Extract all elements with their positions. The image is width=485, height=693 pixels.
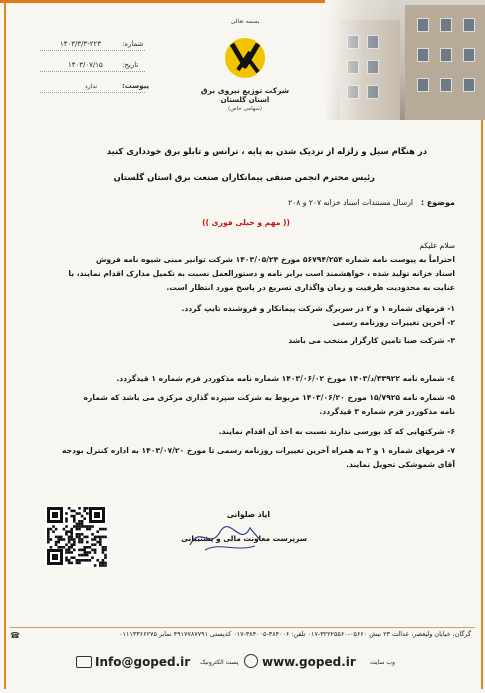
globe-icon	[244, 654, 258, 668]
email-icon	[76, 656, 92, 668]
number-label: شماره:	[122, 40, 144, 48]
list-item: ۱- فرمهای شماره ۱ و ۲ در سربرگ شرکت پیمانکار و فروشنده تایپ گردد.	[181, 303, 455, 313]
footer-website-label: وب سایت	[370, 659, 395, 666]
footer-website[interactable]: www.goped.ir	[262, 655, 356, 669]
number-underline	[40, 50, 145, 52]
addressee: رئیس محترم انجمن صنفی پیمانکاران صنعت برق استان گلستان	[113, 172, 375, 182]
list-item: ۳- شرکت صبا تامین کارگزار منتخب می باشد	[288, 336, 455, 346]
list-item: ۵- شماره نامه ۱۵/۷۹۲۵ مورخ ۱۴۰۳/۰۶/۲۰ مربوط به شرکت سپرده گذاری مرکزی می باشد که شماره	[83, 393, 455, 403]
org-type: (سهامی خاص)	[227, 106, 263, 112]
number-value: ۱۴۰۳/۳/۳-۲۲۳	[60, 40, 102, 48]
footer-divider	[10, 627, 475, 628]
attach-value: ندارد	[85, 83, 98, 90]
safety-warning: در هنگام سیل و زلزله از نزدیک شدن به پایه ، ترانس و تابلو برق خودداری کنید	[106, 146, 427, 156]
org-region: استان گلستان	[220, 96, 270, 104]
attach-label: پیوست:	[122, 82, 149, 90]
paragraph-line: احتراماً به پیوست نامه شماره ۵۶۷۹۴/۲۵۴ مورخ ۱۴۰۳/۰۵/۲۴ شرکت توانیر مبنی شیوه نامه فروش	[95, 255, 455, 264]
phone-icon: ☎	[10, 631, 20, 640]
qr-code	[45, 505, 107, 567]
subject-label: موضوع :	[420, 198, 455, 207]
signatory-name: ایاذ صلواتی	[226, 510, 270, 519]
subject-text: ارسال مستندات اسناد خزانه ۲۰۷ و ۲۰۸	[288, 198, 413, 207]
greeting: سلام علیکم	[419, 241, 455, 250]
date-value: ۱۴۰۳/۰۷/۱۵	[68, 61, 103, 69]
date-label: تاریخ:	[122, 61, 139, 69]
urgency-note: (( مهم و خیلی فوری ))	[202, 218, 290, 227]
list-item: ٤- شماره نامه ۳۳۹۲۲/د/۱۴۰۳ مورخ ۱۴۰۳/۰۶/۰۲ شماره نامه مذکوردر فرم شماره ۱ قیدگردد.	[116, 374, 455, 383]
building-photo	[325, 0, 485, 120]
footer-email-label: پست الکترونیک	[200, 659, 239, 666]
letter-body	[35, 253, 455, 348]
list-item: ۲- آخرین تغییرات روزنامه رسمی	[332, 317, 455, 327]
footer-address: گرگان، خیابان ولیعصر، عدالت ۲۳ نبش ۰۵۶۶۰-۳۲۲۲۵۵۶۰-۰۱۷ تلفن: ۳۸۴۰۰۶-۳۸۴۰۰۵-۰۱۷ کدپستی ۴۹۱۷۷۸۷۷۹۱ نمابر ۰۱۱۱۳۳۶۶۲۷۵	[119, 630, 471, 638]
org-name: شرکت توزیع نیروی برق	[200, 86, 290, 95]
list-item: ۷- فرمهای شماره ۱ و ۲ به همراه آخرین تغییرات روزنامه رسمی تا مورخ ۱۴۰۳/۰۷/۲۰ به اداره کنترل بودجه	[62, 445, 455, 455]
list-item: آقای شموشکی تحویل نمایند.	[346, 460, 455, 470]
letter-body-2	[35, 372, 455, 472]
paragraph-line: اسناد خزانه تولید شده ، خواهشمند است برابر نامه و دستورالعمل نسبت به تکمیل مدارک اقدام نمایند، با	[68, 269, 455, 279]
footer-email[interactable]: Info@goped.ir	[95, 655, 191, 669]
list-item: نامه مذکوردر فرم شماره ۳ قیدگردد.	[319, 407, 455, 417]
paragraph-line: عنایت به محدودیت ظرفیت و زمان واگذاری تسریع در پاسخ مورد انتظار است.	[166, 283, 455, 293]
company-logo	[210, 30, 280, 90]
bismillah-label: بسمه تعالی	[230, 18, 260, 25]
attach-underline	[40, 92, 145, 94]
signatory-title: سرپرست معاونت مالی و پشتیبانی	[181, 534, 307, 543]
date-underline	[40, 71, 145, 73]
list-item: ۶- شرکتهایی که کد بورسی ندارند نسبت به اخذ آن اقدام نمایند.	[218, 426, 455, 436]
